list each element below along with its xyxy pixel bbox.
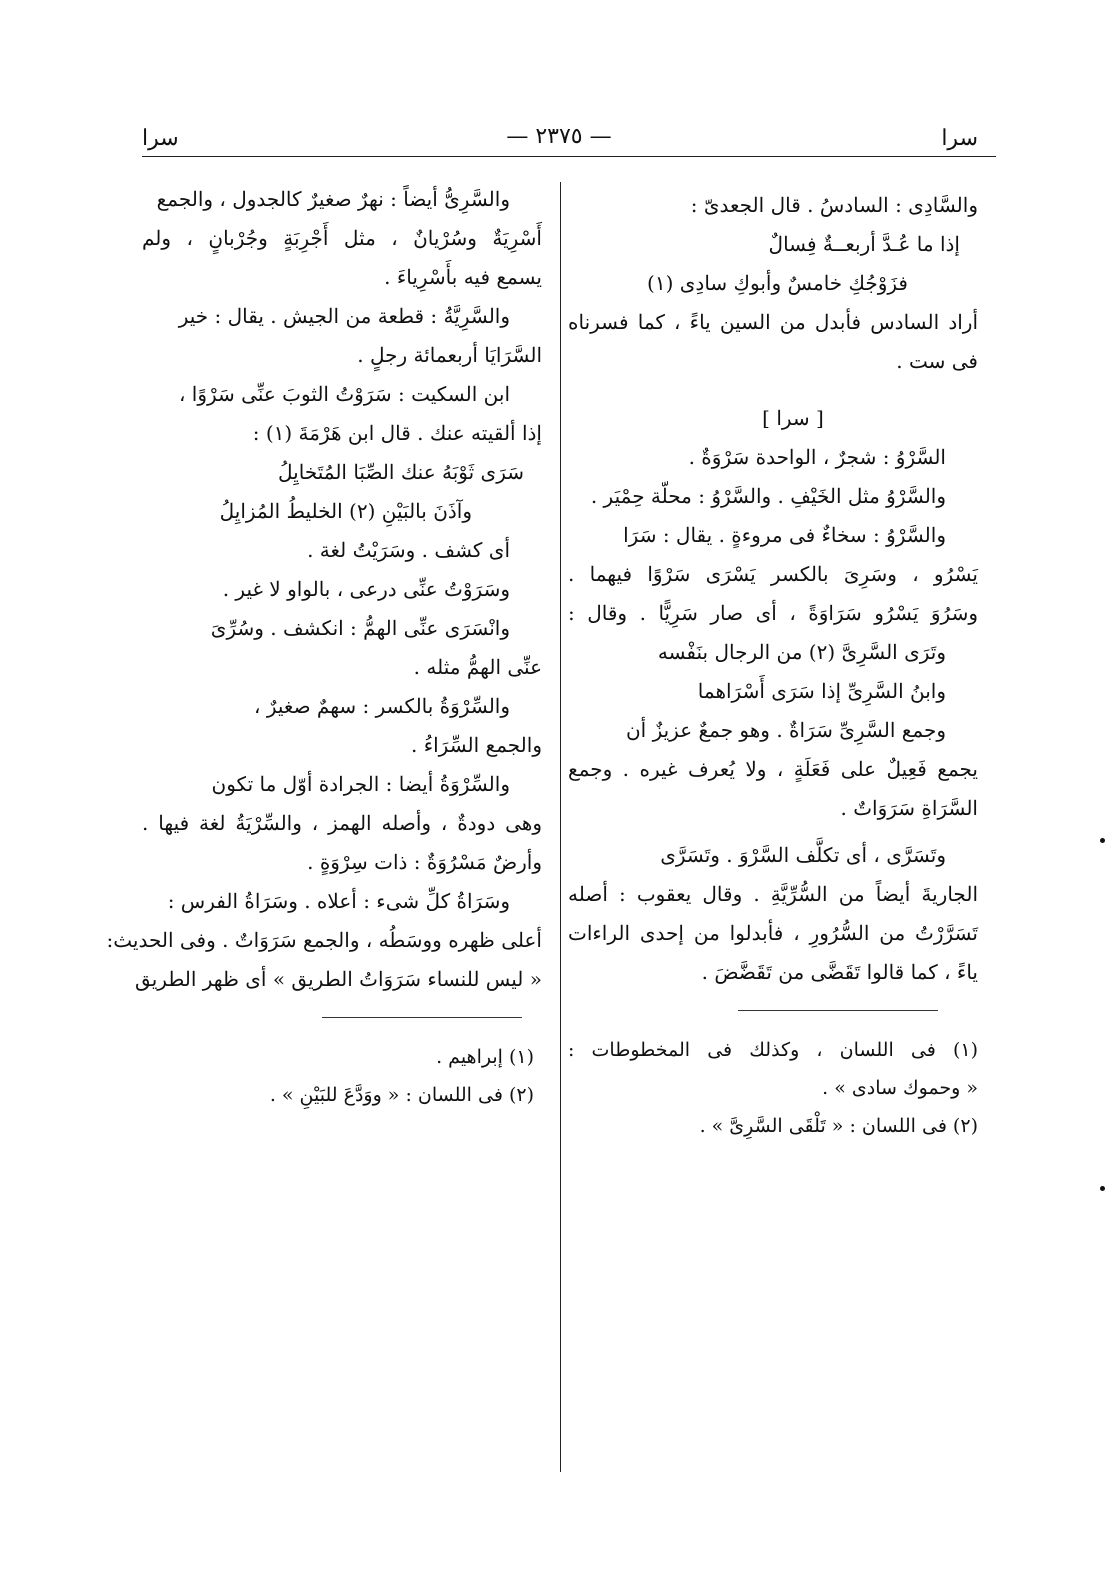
footnote: (١) إبراهيم . <box>436 1046 534 1068</box>
text-line: والجمع السِّرَاءُ . <box>411 733 542 757</box>
text-line: وسَرَوْتُ عنِّى درعى ، بالواو لا غير . <box>222 577 510 601</box>
footnote: (١) فى اللسان ، وكذلك فى المخطوطات : <box>568 1039 978 1061</box>
text-line: إذا ألقيته عنك . قال ابن هَرْمَةَ (١) : <box>252 421 542 445</box>
text-line: وأرضٌ مَسْرُوَةٌ : ذات سِرْوَةٍ . <box>307 850 542 874</box>
text-line: والسَّرْوُ مثل الخَيْفِ . والسَّرْوُ : محلّة حِمْيَر . <box>590 484 946 508</box>
text-line: أعلى ظهره ووسَطُه ، والجمع سَرَوَاتٌ . وفى الحديث: <box>106 928 542 952</box>
text-line: السَّرَايَا أربعمائة رجلٍ . <box>357 343 542 367</box>
left-column <box>106 180 542 1114</box>
verse-line: فزَوْجُكِ خامسٌ وأبوكِ سادِى (١) <box>647 271 908 295</box>
text-line: وهى دودةٌ ، وأصله الهمز ، والسِّرْيَةُ لغة فيها . <box>142 811 542 835</box>
text-line: تَسَرَّرْتُ من السُّرُورِ ، فأبدلوا من إحدى الراءات <box>568 921 978 945</box>
footnote: « وحموك سادى » . <box>822 1077 978 1099</box>
text-line: ابن السكيت : سَرَوْتُ الثوبَ عنِّى سَرْوًا ، <box>178 382 510 406</box>
verse-line: وآذَنَ بالبَيْنِ (٢) الخليطُ المُزايِلُ <box>219 499 472 523</box>
text-line: عنِّى الهمُّ مثله . <box>413 655 542 679</box>
footnote-rule <box>738 1010 938 1011</box>
text-line: والسِّرْوَةُ بالكسر : سهمٌ صغيرٌ ، <box>254 694 510 718</box>
text-line: والسِّرْوَةُ أيضا : الجرادة أوّل ما تكون <box>211 772 510 796</box>
text-line: السَّرْوُ : شجرٌ ، الواحدة سَرْوَةٌ . <box>688 445 946 469</box>
text-line: أراد السادس فأبدل من السين ياءً ، كما فسرناه <box>568 310 978 334</box>
text-line: والسَّرِىُّ أيضاً : نهرٌ صغيرٌ كالجدول ، والجمع <box>156 187 510 211</box>
verse-line: وتَرَى السَّرِىَّ (٢) من الرجال بنَفْسه <box>657 640 946 664</box>
text-line: وسَرُوَ يَسْرُو سَرَاوَةً ، أى صار سَرِيًّا . وقال : <box>568 601 978 625</box>
text-line: أَسْرِيَةٌ وسُرْيانٌ ، مثل أَجْرِبَةٍ وجُرْبانٍ ، ولم <box>142 226 542 250</box>
running-head-left: سرا <box>142 126 179 151</box>
text-line: الجاريةَ أيضاً من السُّرِّيَّةِ . وقال يعقوب : أصله <box>568 882 978 906</box>
text-line: ياءً ، كما قالوا تَقَضَّى من تَقَضَّضَ . <box>701 960 978 984</box>
text-line: يجمع فَعِيلٌ على فَعَلَةٍ ، ولا يُعرف غيره . وجمع <box>568 757 978 781</box>
footnote: (٢) فى اللسان : « ووَدَّعَ للبَيْنِ » . <box>269 1084 534 1106</box>
text-line: والسَّادِى : السادسُ . قال الجعدىّ : <box>690 193 978 217</box>
text-line: فى ست . <box>896 349 978 373</box>
running-head-right: سرا <box>941 126 978 151</box>
text-line: السَّرَاةِ سَرَوَاتٌ . <box>840 796 978 820</box>
text-line: والسَّرِيَّةُ : قطعة من الجيش . يقال : خير <box>178 304 510 328</box>
margin-mark <box>1100 838 1105 843</box>
right-column <box>568 186 978 1145</box>
page-number: — ٢٣٧٥ — <box>506 124 612 149</box>
text-line: يَسْرُو ، وسَرِىَ بالكسر يَسْرَى سَرْوًا فيهما . <box>568 562 978 586</box>
entry-heading: [ سرا ] <box>762 406 824 430</box>
verse-line: سَرَى ثَوْبَهُ عنك الصِّبَا المُتَخايِلُ <box>278 460 524 484</box>
text-line: وسَرَاةُ كلِّ شىء : أعلاه . وسَرَاةُ الفرس : <box>167 889 510 913</box>
column-divider <box>560 182 561 1472</box>
verse-line: إذا ما عُـدَّ أربعــةٌ فِسالٌ <box>768 232 960 256</box>
text-line: أى كشف . وسَرَيْتُ لغة . <box>307 538 510 562</box>
margin-mark <box>1100 1186 1105 1191</box>
text-line: وتَسَرَّى ، أى تكلَّف السَّرْوَ . وتَسَرَّى <box>660 843 946 867</box>
footnote-rule <box>322 1017 522 1018</box>
text-line: « ليس للنساء سَرَوَاتُ الطريق » أى ظهر الطريق <box>135 967 542 991</box>
verse-line: وابنُ السَّرِىِّ إذا سَرَى أَسْرَاهما <box>697 679 946 703</box>
text-line: وجمع السَّرِىِّ سَرَاةٌ . وهو جمعٌ عزيزٌ أن <box>625 718 946 742</box>
text-line: يسمع فيه بأَسْرِياءَ . <box>384 265 542 289</box>
footnote: (٢) فى اللسان : « تَلْقَى السَّرِىَّ » . <box>699 1115 978 1137</box>
text-line: وانْسَرَى عنِّى الهمُّ : انكشف . وسُرِّىَ <box>210 616 510 640</box>
text-line: والسَّرْوُ : سخاءٌ فى مروءةٍ . يقال : سَرَا <box>623 523 946 547</box>
header-rule <box>142 156 996 157</box>
